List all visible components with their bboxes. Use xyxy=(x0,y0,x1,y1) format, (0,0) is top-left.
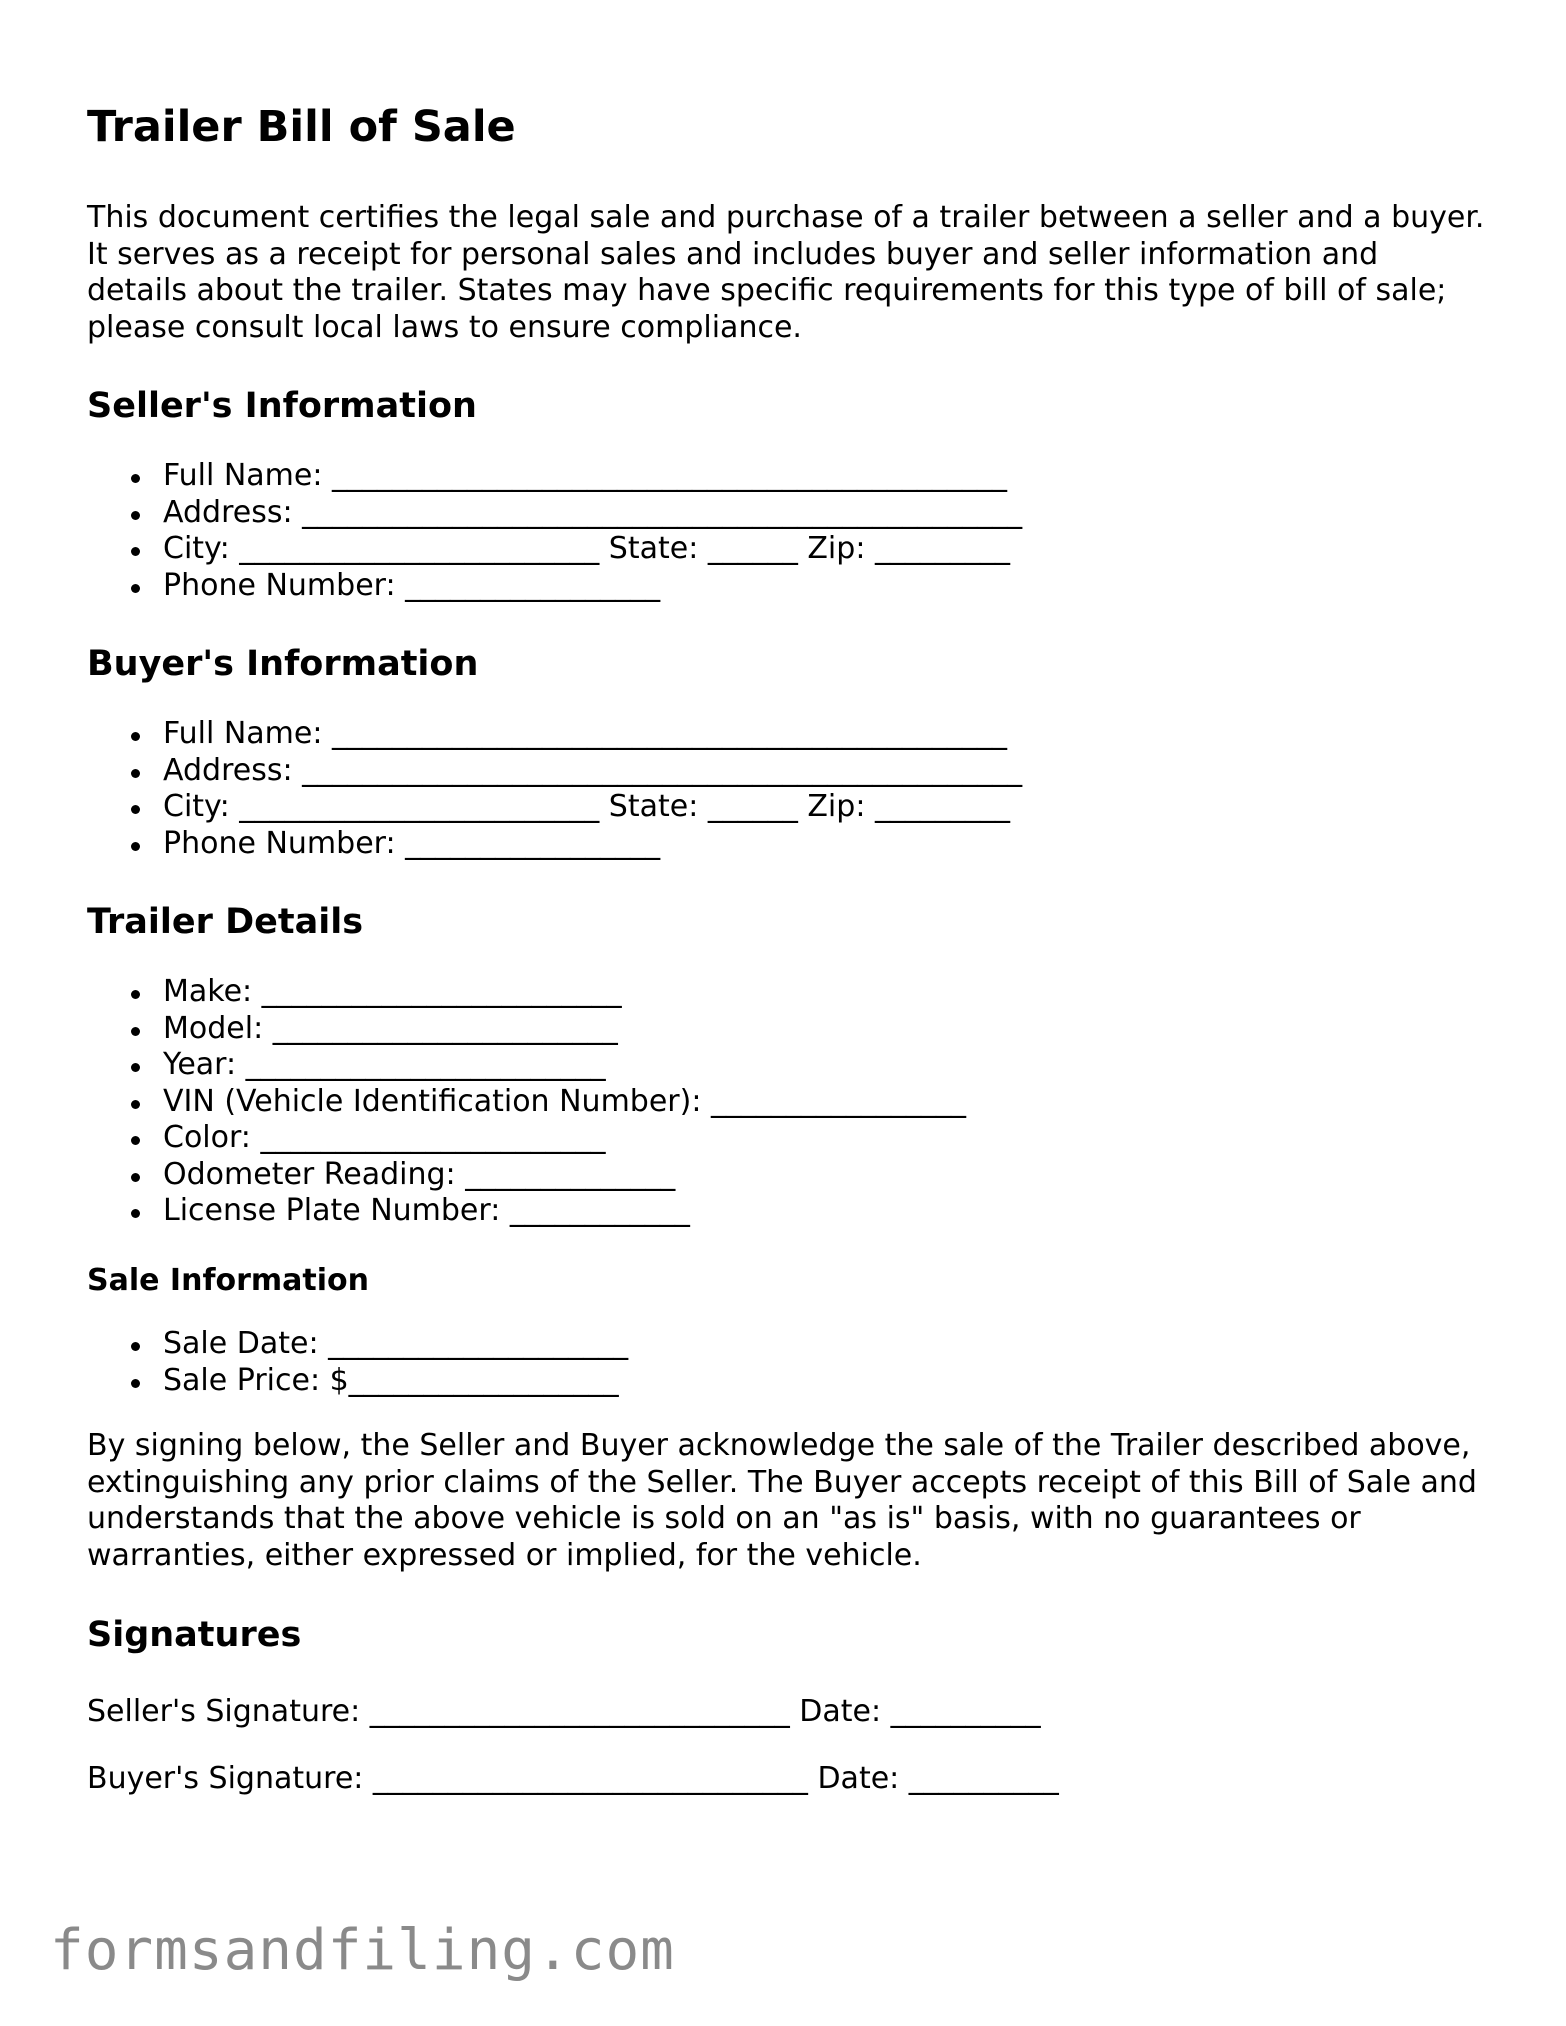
sale-heading: Sale Information xyxy=(87,1263,369,1298)
watermark: formsandfiling.com xyxy=(50,1918,675,1983)
trailer-heading: Trailer Details xyxy=(87,902,364,942)
list-item: Full Name: _____________________________________________ xyxy=(87,716,1022,753)
acknowledgement-paragraph: By signing below, the Seller and Buyer acknowledge the sale of the Trailer described above, extinguishing any prior claims of the Seller. The Buyer accepts receipt of this Bill of Sale and understands that the above vehicle is sold on an "as is" basis, with no guarantees or warranties, either expressed or implied, for the vehicle. xyxy=(87,1428,1477,1573)
list-item: Full Name: _____________________________________________ xyxy=(87,458,1022,495)
seller-list xyxy=(87,458,1022,604)
seller-signature-line: Seller's Signature: ____________________________ Date: __________ xyxy=(87,1694,1041,1729)
buyer-signature-line: Buyer's Signature: _____________________________ Date: __________ xyxy=(87,1761,1059,1796)
list-item: Sale Price: $__________________ xyxy=(87,1363,628,1400)
trailer-list xyxy=(87,974,966,1230)
signatures-heading: Signatures xyxy=(87,1615,302,1655)
list-item: Phone Number: _________________ xyxy=(87,568,1022,605)
list-item: Address: ________________________________________________ xyxy=(87,495,1022,532)
page-title: Trailer Bill of Sale xyxy=(87,102,516,152)
list-item: Odometer Reading: ______________ xyxy=(87,1157,966,1194)
seller-heading: Seller's Information xyxy=(87,386,477,426)
buyer-heading: Buyer's Information xyxy=(87,644,479,684)
list-item: Make: ________________________ xyxy=(87,974,966,1011)
list-item: VIN (Vehicle Identification Number): _________________ xyxy=(87,1084,966,1121)
sale-list xyxy=(87,1326,628,1399)
buyer-list xyxy=(87,716,1022,862)
intro-paragraph: This document certifies the legal sale and purchase of a trailer between a seller and a buyer. It serves as a receipt for personal sales and includes buyer and seller information and details about the trailer. States may have specific requirements for this type of bill of sale; please consult local laws to ensure compliance. xyxy=(87,200,1485,345)
list-item: Model: _______________________ xyxy=(87,1011,966,1048)
list-item: Year: ________________________ xyxy=(87,1047,966,1084)
list-item: City: ________________________ State: ______ Zip: _________ xyxy=(87,531,1022,568)
list-item: Phone Number: _________________ xyxy=(87,826,1022,863)
list-item: City: ________________________ State: ______ Zip: _________ xyxy=(87,789,1022,826)
list-item: Sale Date: ____________________ xyxy=(87,1326,628,1363)
list-item: Address: ________________________________________________ xyxy=(87,753,1022,790)
list-item: License Plate Number: ____________ xyxy=(87,1193,966,1230)
list-item: Color: _______________________ xyxy=(87,1120,966,1157)
